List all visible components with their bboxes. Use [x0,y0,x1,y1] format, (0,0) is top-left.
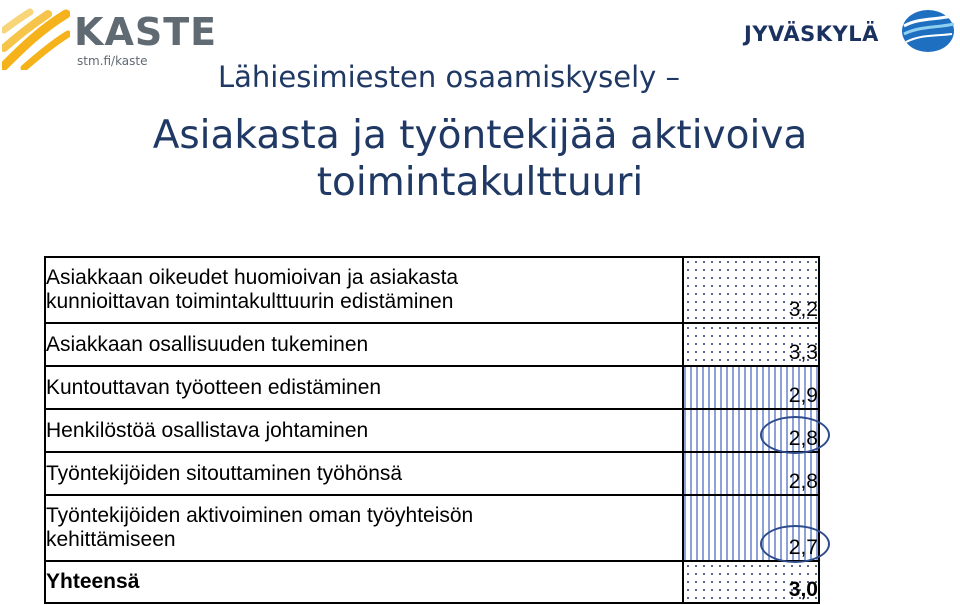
row-label-line: kehittämiseen [46,528,176,551]
table-row [45,366,819,409]
row-value: 2,7 [788,536,818,559]
row-label: Henkilöstöä osallistava johtaminen [45,409,683,452]
row-value-cell [683,409,819,452]
total-value: 3,0 [788,578,818,601]
row-value-cell [683,323,819,366]
total-label: Yhteensä [45,561,683,603]
row-value: 2,8 [788,470,818,493]
row-value-cell [683,257,819,323]
table-row [45,409,819,452]
row-label: Asiakkaan osallisuuden tukeminen [45,323,683,366]
row-label: Työntekijöiden sitouttaminen työhönsä [45,452,683,495]
row-label-line: Asiakkaan oikeudet huomioivan ja asiakasta [46,266,459,289]
jyvaskyla-logo [744,8,956,56]
total-row [45,561,819,603]
row-label-line: kunnioittavan toimintakulttuurin edistäminen [46,290,454,313]
slide-title-line3: toimintakulttuuri [316,160,644,205]
kaste-wave-icon [2,8,70,70]
row-value: 3,3 [788,341,818,364]
row-label: Kuntouttavan työotteen edistäminen [45,366,683,409]
table-row [45,323,819,366]
slide-title [0,112,960,206]
slide-title-line2: Asiakasta ja työntekijää aktivoiva [152,113,808,158]
row-value-cell [683,495,819,561]
row-value: 3,2 [788,298,818,321]
kaste-wordmark: KASTE [74,10,218,54]
table-row [45,257,819,323]
row-value-cell [683,452,819,495]
table-row [45,452,819,495]
scores-table [44,256,820,604]
row-value-cell [683,366,819,409]
slide-title-line1: Lähiesimiesten osaamiskysely – [218,60,681,94]
row-label [45,257,683,323]
jyvaskyla-globe-icon [900,8,956,54]
kaste-logo [2,8,218,70]
row-value: 2,9 [788,384,818,407]
table-row [45,495,819,561]
kaste-url: stm.fi/kaste [77,54,148,68]
total-value-cell [683,561,819,603]
row-label-line: Työntekijöiden aktivoiminen oman työyhteisön [46,504,474,527]
jyvaskyla-wordmark: JYVÄSKYLÄ [744,22,879,46]
row-value: 2,8 [788,427,818,450]
row-label [45,495,683,561]
